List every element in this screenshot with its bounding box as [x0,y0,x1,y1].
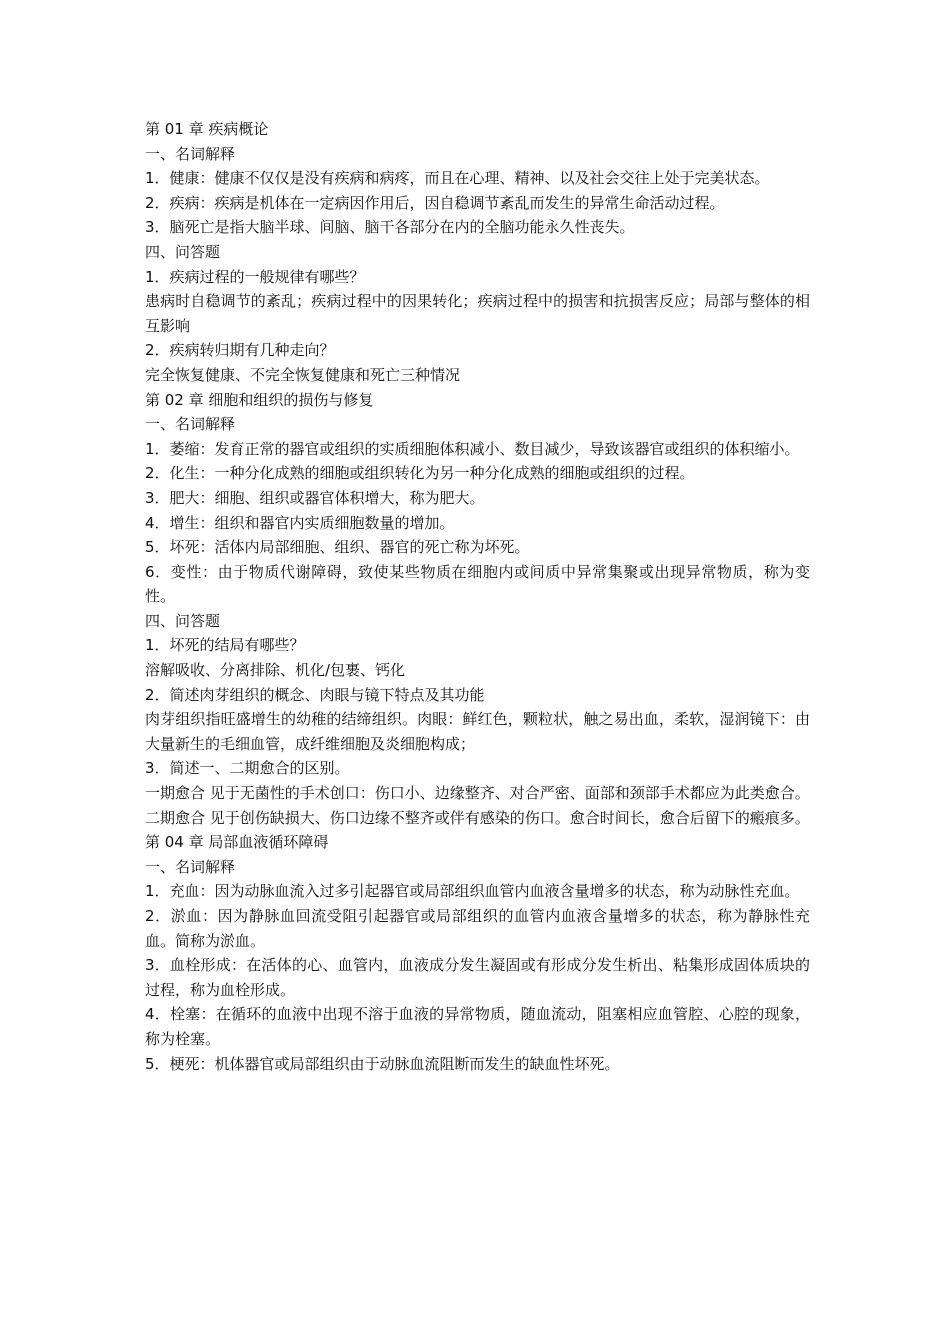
question-3: 3．简述一、二期愈合的区别。 [145,759,350,778]
term-infarction: 5．梗死：机体器官或局部组织由于动脉血流阻断而发生的缺血性坏死。 [145,1054,620,1073]
term-atrophy: 1．萎缩：发育正常的器官或组织的实质细胞体积减小、数目减少，导致该器官或组织的体积缩小。 [145,439,800,458]
term-thrombosis: 3．血栓形成：在活体的心、血管内，血液成分发生凝固或有形成分发生析出、粘集形成固体质块的过程，称为血栓形成。 [145,956,810,999]
section-heading-qa: 四、问答题 [145,242,221,261]
term-hyperemia: 1．充血：因为动脉血流入过多引起器官或局部组织血管内血液含量增多的状态，称为动脉性充血。 [145,882,800,901]
chapter-04-title: 第 04 章 局部血液循环障碍 [145,833,329,852]
answer-3-secondary-healing: 二期愈合 见于创伤缺损大、伤口边缘不整齐或伴有感染的伤口。愈合时间长，愈合后留下的瘢痕多。 [145,808,810,827]
document-body [145,117,810,1076]
answer-1: 患病时自稳调节的紊乱；疾病过程中的因果转化；疾病过程中的损害和抗损害反应；局部与整体的相互影响 [145,292,810,335]
answer-1: 溶解吸收、分离排除、机化/包裹、钙化 [145,661,406,680]
question-1: 1．坏死的结局有哪些？ [145,636,305,655]
question-2: 2．简述肉芽组织的概念、肉眼与镜下特点及其功能 [145,685,485,704]
section-heading-terms: 一、名词解释 [145,415,236,434]
answer-3-primary-healing: 一期愈合 见于无菌性的手术创口：伤口小、边缘整齐、对合严密、面部和颈部手术都应为此类愈合。 [145,784,810,803]
answer-2: 肉芽组织指旺盛增生的幼稚的结缔组织。肉眼：鲜红色，颗粒状，触之易出血，柔软，湿润镜下：由大量新生的毛细血管，成纤维细胞及炎细胞构成； [145,710,810,753]
question-1: 1．疾病过程的一般规律有哪些？ [145,267,365,286]
term-congestion: 2．淤血：因为静脉血回流受阻引起器官或局部组织的血管内血液含量增多的状态，称为静脉性充血。简称为淤血。 [145,907,810,950]
term-brain-death: 3．脑死亡是指大脑半球、间脑、脑干各部分在内的全脑功能永久性丧失。 [145,218,635,237]
term-health: 1．健康：健康不仅仅是没有疾病和病疼，而且在心理、精神、以及社会交往上处于完美状态。 [145,169,770,188]
term-embolism: 4．栓塞：在循环的血液中出现不溶于血液的异常物质，随血流动，阻塞相应血管腔、心腔的现象，称为栓塞。 [145,1005,810,1048]
term-degeneration: 6．变性：由于物质代谢障碍，致使某些物质在细胞内或间质中异常集聚或出现异常物质，称为变性。 [145,562,810,606]
section-heading-terms: 一、名词解释 [145,857,236,876]
section-heading-terms: 一、名词解释 [145,144,236,163]
section-heading-qa: 四、问答题 [145,611,221,630]
term-hypertrophy: 3．肥大：细胞、组织或器官体积增大，称为肥大。 [145,488,485,507]
term-disease: 2．疾病：疾病是机体在一定病因作用后，因自稳调节紊乱而发生的异常生命活动过程。 [145,193,725,212]
question-2: 2．疾病转归期有几种走向？ [145,341,335,360]
chapter-02-title: 第 02 章 细胞和组织的损伤与修复 [145,390,374,409]
answer-2: 完全恢复健康、不完全恢复健康和死亡三种情况 [145,365,461,384]
term-necrosis: 5．坏死：活体内局部细胞、组织、器官的死亡称为坏死。 [145,538,530,557]
term-hyperplasia: 4．增生：组织和器官内实质细胞数量的增加。 [145,513,455,532]
chapter-01-title: 第 01 章 疾病概论 [145,120,269,138]
term-metaplasia: 2．化生：一种分化成熟的细胞或组织转化为另一种分化成熟的细胞或组织的过程。 [145,464,695,483]
